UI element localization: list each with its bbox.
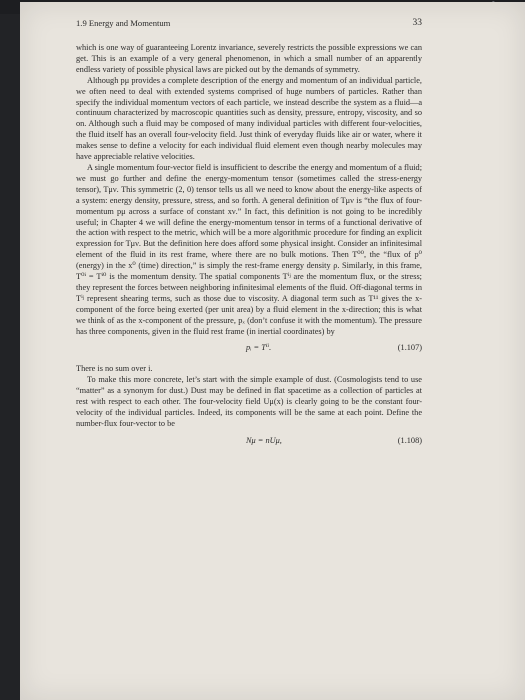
page-body [76,43,422,457]
equation-expression: pᵢ = Tⁱⁱ. [246,343,272,353]
paragraph-no-sum: There is no sum over i. [76,364,153,374]
paragraph-3: A single momentum four-vector field is insufficient to describe the energy and momentum of a fluid; we must go further and define the energy-momentum tensor (sometimes called the stress-energy tensor), Tμν. This symmetric (2, 0) tensor tells us all we need to know about the energy-like aspects of a system: energy density, pressure, stress, and so forth. A general definition of Tμν is “the flux of four-momentum pμ across a surface of constant xν.” In fact, this definition is not going to be incredibly useful; in Chapter 4 we will define the energy-momentum tensor in terms of a functional derivative of the action with respect to the metric, which will be a more algorithmic procedure for finding an explicit expression for Tμν. But the definition here does afford some physical insight. Consider an infinitesimal element of the fluid in its rest frame, where there are no bulk motions. Then T⁰⁰, the “flux of p⁰ (energy) in the x⁰ (time) direction,” is simply the rest-frame energy density ρ. Similarly, in this frame, T⁰ⁱ = Tⁱ⁰ is the momentum density. The spatial components Tⁱʲ are the momentum flux, or the stress; they represent the forces between neighboring infinitesimal elements of the fluid. Off-diagonal terms in Tⁱʲ represent shearing terms, such as those due to viscosity. A diagonal term such as T¹¹ gives the x-component of the force being exerted (per unit area) by a fluid element in the x-direction; this is what we think of as the x-component of the pressure, pₓ (don’t confuse it with the momentum). The pressure has three components, given in the fluid rest frame (in inertial coordinates) by [76,162,422,336]
running-header [76,18,422,32]
equation-1-107 [76,340,422,358]
page-number: 33 [412,18,422,28]
equation-number: (1.107) [397,343,422,353]
paragraph-dust: To make this more concrete, let’s start with the simple example of dust. (Cosmologists tend to use “matter” as a synonym for dust.) Dust may be defined in flat spacetime as a collection of particles at rest with respect to each other. The four-velocity field Uμ(x) is clearly going to be the constant four-velocity of the individual particles. Indeed, its components will be the same at each point. Define the number-flux four-vector to be [76,375,422,428]
equation-expression: Nμ = nUμ, [246,435,282,445]
paragraph-2: Although pμ provides a complete description of the energy and momentum of an individual particle, we often need to deal with extended systems comprised of huge numbers of particles. Rather than specify the individual momentum vectors of each particle, we instead describe the system as a fluid—a continuum characterized by macroscopic quantities such as density, pressure, entropy, viscosity, and so on. Although such a fluid may be composed of many individual particles with different four-velocities, the fluid itself has an overall four-velocity field. Just think of everyday fluids like air or water, where it makes sense to define a velocity for each individual fluid element even though nearby molecules may have appreciable relative velocities. [76,75,422,162]
equation-1-108 [76,433,422,451]
book-page [20,2,525,700]
equation-number: (1.108) [397,435,422,445]
section-title: 1.9 Energy and Momentum [76,18,171,28]
paragraph-1: which is one way of guaranteeing Lorentz invariance, severely restricts the possible expressions we can get. This is an example of a very general phenomenon, in which a small number of an apparently endless variety of possible physical laws are picked out by the demands of symmetry. [76,43,422,74]
